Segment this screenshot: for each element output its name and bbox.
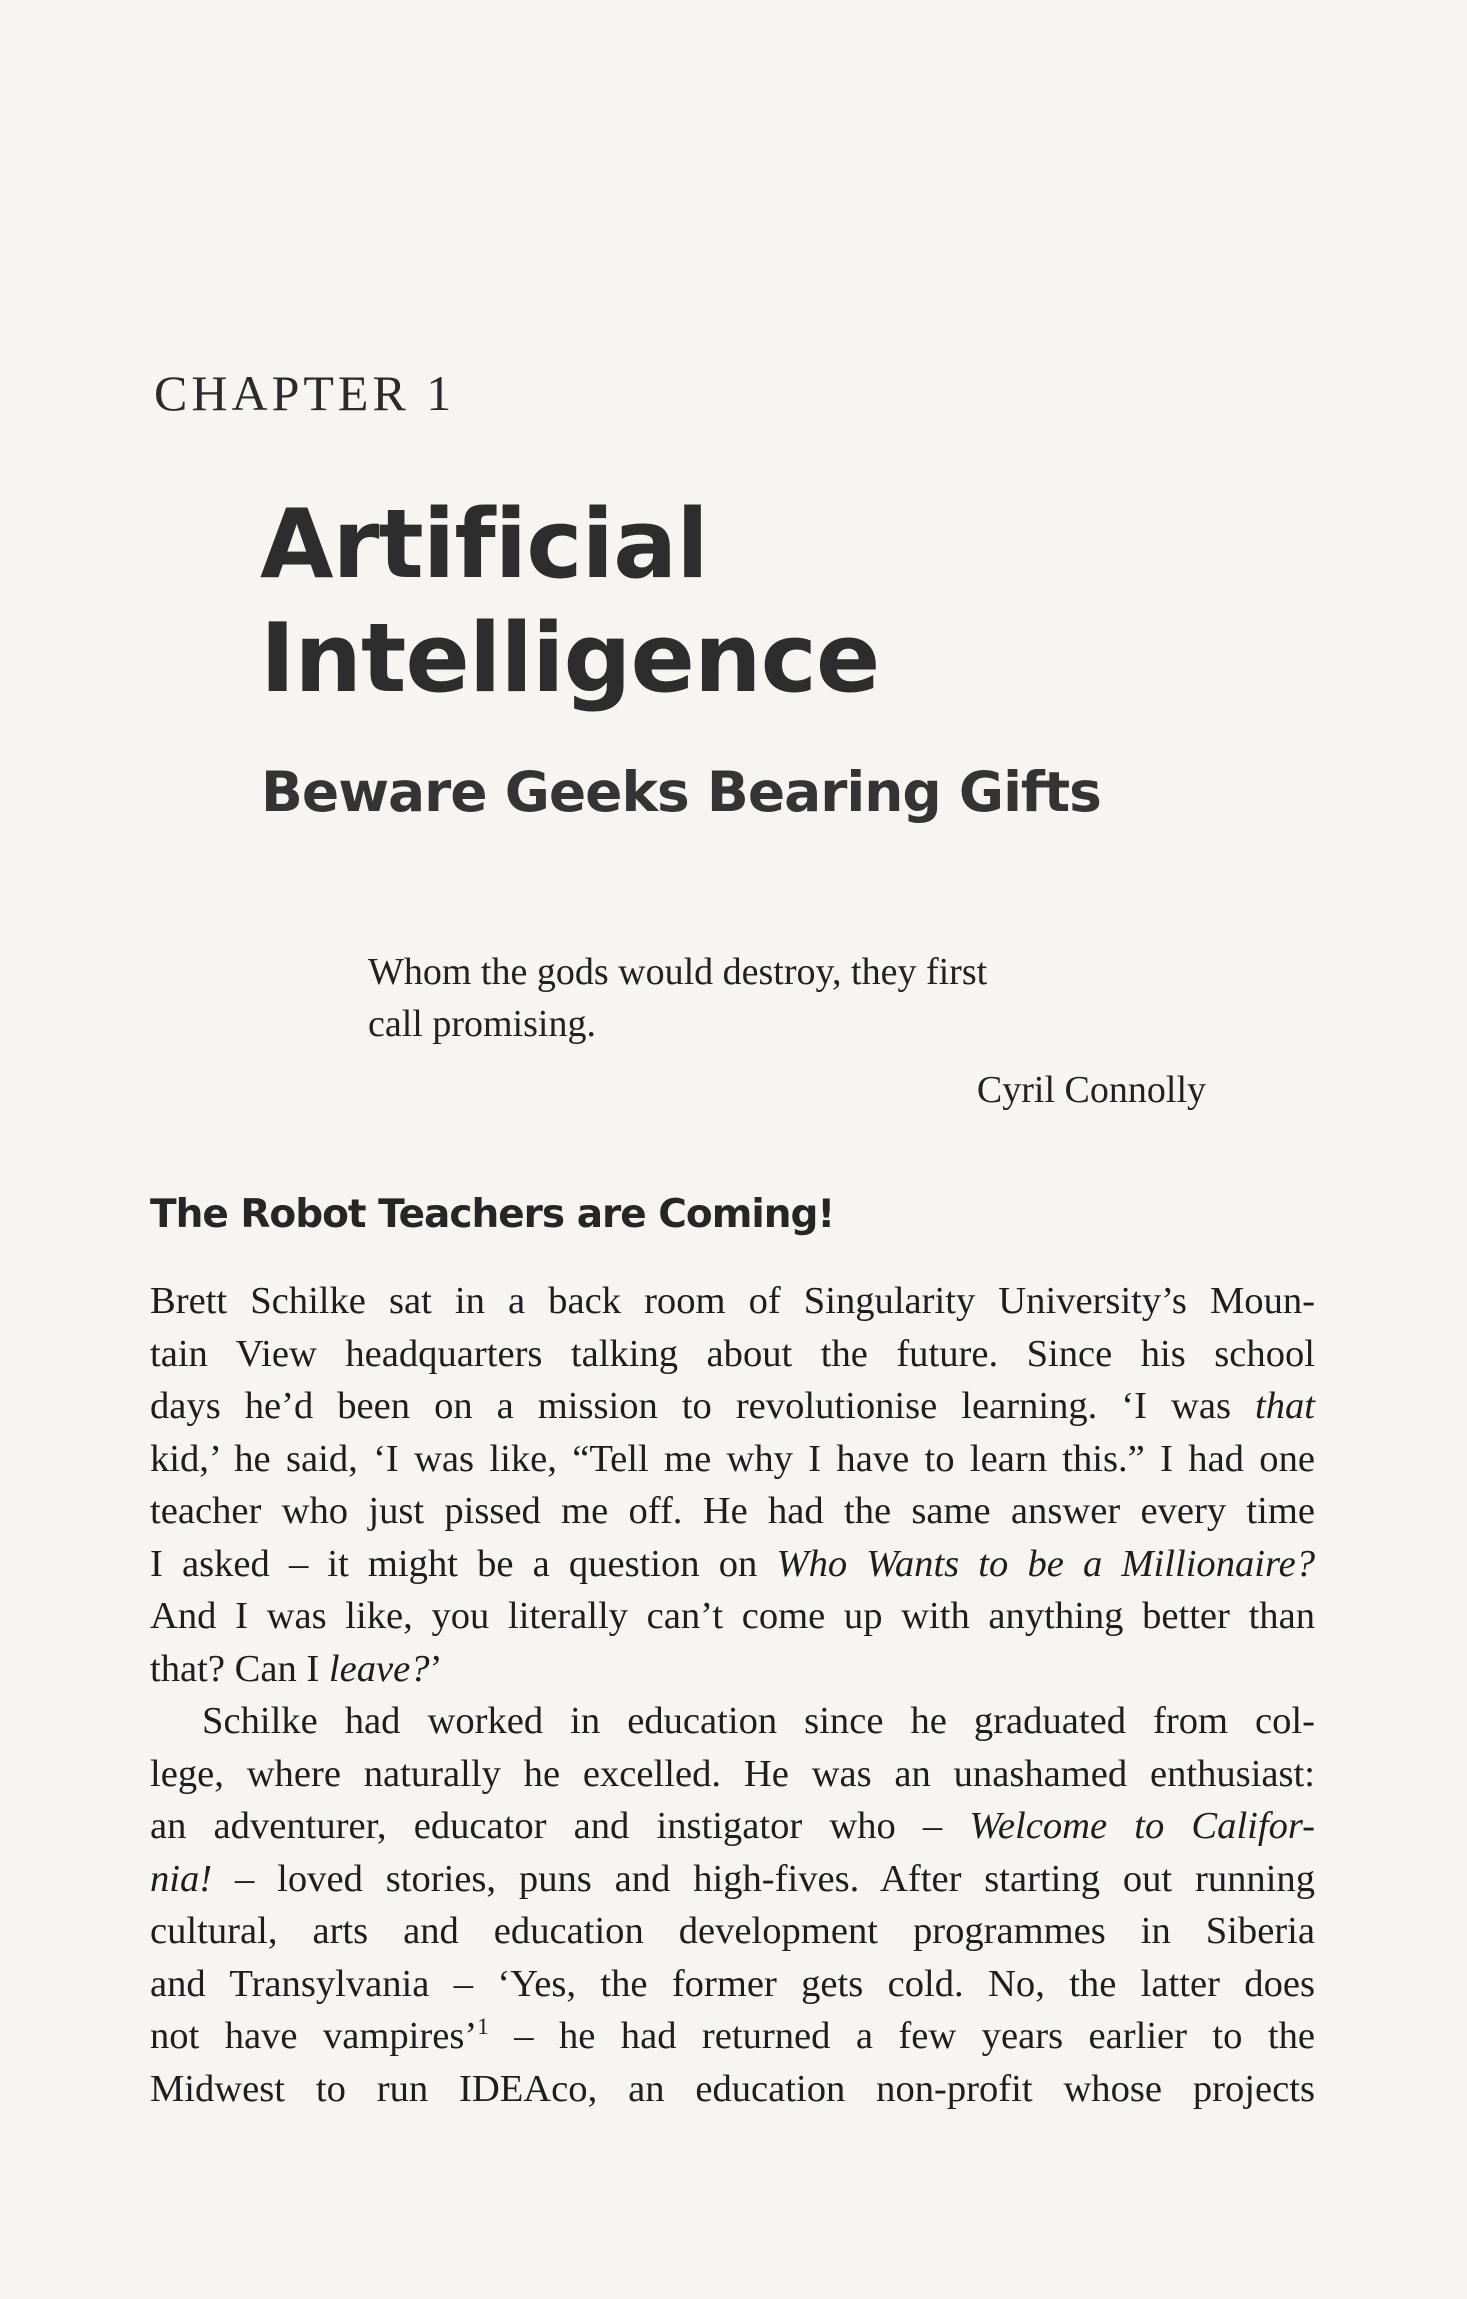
text-line: cultural, arts and education development programmes in Siberia [150,1910,1315,1952]
text-line: and Transylvania – ‘Yes, the former gets cold. No, the latter does [150,1962,1315,2005]
chapter-subtitle: Beware Geeks Bearing Gifts [261,760,1101,824]
footnote-marker[interactable]: 1 [477,2014,489,2041]
text-line: And I was like, you literally can’t come up with anything better than [150,1595,1315,1637]
text-line: Schilke had worked in education since he graduated from col- [202,1700,1315,1742]
chapter-title-line-1: Artificial [260,490,708,600]
chapter-title [260,488,1260,716]
text-line: an adventurer, educator and instigator who – Welcome to Califor- [150,1805,1315,1847]
text-line: kid,’ he said, ‘I was like, “Tell me why I have to learn this.” I had one [150,1437,1315,1480]
chapter-label: CHAPTER 1 [154,365,456,421]
epigraph-line: call promising. [368,1003,596,1045]
text-line: Brett Schilke sat in a back room of Singularity University’s Moun- [150,1280,1315,1322]
text-line: not have vampires’$^1$ – he had returned a few years earlier to the [150,2014,1315,2057]
text-line: lege, where naturally he excelled. He was an unashamed enthusiast: [150,1752,1315,1795]
text-line: nia! – loved stories, puns and high-fives. After starting out running [150,1857,1315,1900]
text-line: days he’d been on a mission to revolutionise learning. ‘I was that [150,1385,1315,1427]
epigraph [368,946,1228,1116]
text-line: teacher who just pissed me off. He had the same answer every time [150,1490,1315,1532]
epigraph-line: Whom the gods would destroy, they first [368,951,988,993]
body-text [150,1275,1315,2115]
chapter-title-line-2: Intelligence [260,604,880,714]
text-line: I asked – it might be a question on Who Wants to be a Millionaire? [150,1542,1315,1585]
text-line: that? Can I leave?’ [150,1647,443,1690]
text-line: Midwest to run IDEAco, an education non-profit whose projects [150,2067,1315,2110]
epigraph-text [368,946,1088,1050]
epigraph-author: Cyril Connolly [976,1069,1206,1111]
section-heading: The Robot Teachers are Coming! [150,1192,835,1237]
text-line: tain View headquarters talking about the future. Since his school [150,1332,1315,1375]
